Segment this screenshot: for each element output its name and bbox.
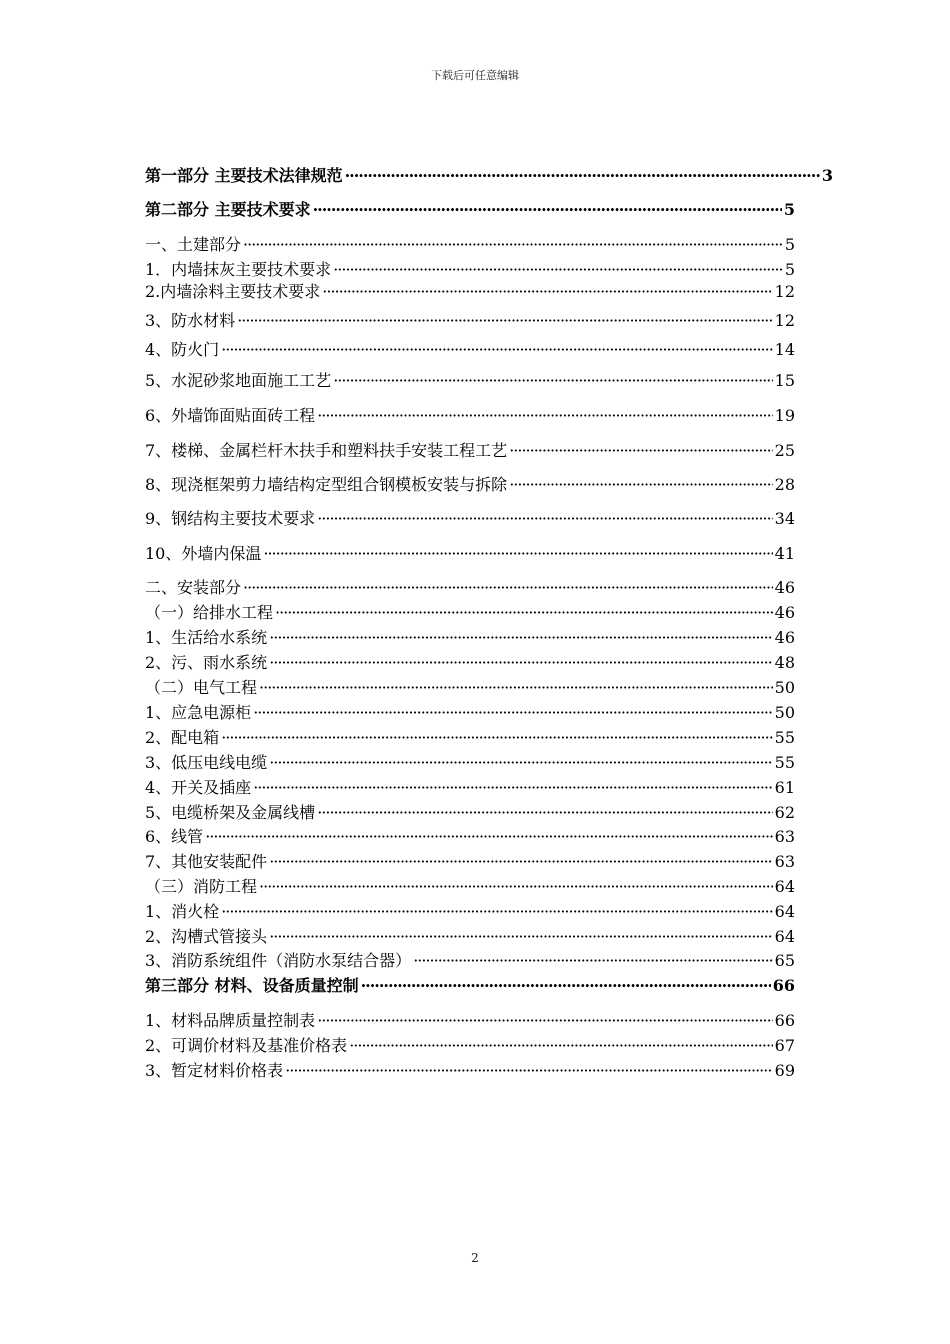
toc-entry xyxy=(145,852,795,872)
toc-entry-title: 第三部分 材料、设备质量控制 xyxy=(145,976,359,995)
toc-entry-page-number: 12 xyxy=(774,311,795,330)
toc-entry-page-number: 69 xyxy=(774,1061,795,1080)
toc-entry xyxy=(145,441,795,461)
toc-leader-dots xyxy=(313,200,782,220)
toc-entry-page-number: 55 xyxy=(774,728,795,747)
toc-entry-title: 8、现浇框架剪力墙结构定型组合钢模板安装与拆除 xyxy=(145,475,508,494)
toc-entry-title: 1、应急电源柜 xyxy=(145,703,252,722)
toc-leader-dots xyxy=(243,235,783,255)
toc-entry xyxy=(145,877,795,897)
toc-entry xyxy=(145,678,795,698)
toc-entry xyxy=(145,260,795,280)
toc-entry-page-number: 66 xyxy=(774,1011,795,1030)
toc-leader-dots xyxy=(259,877,773,897)
toc-entry-page-number: 55 xyxy=(774,753,795,772)
toc-leader-dots xyxy=(413,951,772,971)
toc-entry-title: 3、防水材料 xyxy=(145,311,236,330)
toc-entry-title: 2、可调价材料及基准价格表 xyxy=(145,1036,348,1055)
toc-entry-title: 1、生活给水系统 xyxy=(145,628,268,647)
toc-entry-title: 2、沟槽式管接头 xyxy=(145,927,268,946)
toc-entry-title: 3、暂定材料价格表 xyxy=(145,1061,284,1080)
toc-entry xyxy=(145,827,795,847)
toc-entry-title: （一）给排水工程 xyxy=(145,603,274,622)
toc-entry-page-number: 63 xyxy=(774,852,795,871)
toc-entry xyxy=(145,951,795,971)
toc-entry xyxy=(145,902,795,922)
toc-leader-dots xyxy=(345,166,820,186)
toc-entry-title: 7、楼梯、金属栏杆木扶手和塑料扶手安装工程工艺 xyxy=(145,441,508,460)
toc-entry xyxy=(145,628,795,648)
toc-leader-dots xyxy=(285,1061,772,1081)
toc-entry-title: 2.内墙涂料主要技术要求 xyxy=(145,282,321,301)
toc-entry xyxy=(145,1061,795,1081)
toc-entry-title: 第一部分 主要技术法律规范 xyxy=(145,166,343,185)
toc-entry-title: 4、防火门 xyxy=(145,340,220,359)
toc-entry-title: 1．内墙抹灰主要技术要求 xyxy=(145,260,332,279)
toc-entry xyxy=(145,475,795,495)
toc-entry xyxy=(145,544,795,564)
toc-entry xyxy=(145,927,795,947)
toc-leader-dots xyxy=(275,603,773,623)
toc-entry-page-number: 14 xyxy=(774,340,795,359)
toc-entry xyxy=(145,803,795,823)
toc-entry-title: 7、其他安装配件 xyxy=(145,852,268,871)
toc-entry-page-number: 12 xyxy=(774,282,795,301)
toc-entry-page-number: 46 xyxy=(774,578,795,597)
toc-leader-dots xyxy=(253,703,772,723)
toc-entry-page-number: 50 xyxy=(774,678,795,697)
toc-entry xyxy=(145,703,795,723)
toc-entry-title: 5、电缆桥架及金属线槽 xyxy=(145,803,316,822)
toc-entry xyxy=(145,406,795,426)
toc-entry-page-number: 46 xyxy=(774,628,795,647)
toc-entry-page-number: 64 xyxy=(774,877,795,896)
toc-entry-title: 2、污、雨水系统 xyxy=(145,653,268,672)
toc-entry-page-number: 48 xyxy=(774,653,795,672)
toc-entry-title: 1、消火栓 xyxy=(145,902,220,921)
page-number: 2 xyxy=(471,1251,479,1265)
toc-leader-dots xyxy=(253,778,772,798)
toc-entry-page-number: 41 xyxy=(774,544,795,563)
toc-entry xyxy=(145,753,795,773)
toc-leader-dots xyxy=(269,753,772,773)
toc-entry-title: 1、材料品牌质量控制表 xyxy=(145,1011,316,1030)
toc-entry-page-number: 64 xyxy=(774,927,795,946)
toc-leader-dots xyxy=(317,406,772,426)
toc-entry-title: 6、外墙饰面贴面砖工程 xyxy=(145,406,316,425)
page-header: 下载后可任意编辑 xyxy=(431,69,519,82)
toc-entry xyxy=(145,728,795,748)
toc-entry-title: 二、安装部分 xyxy=(145,578,242,597)
toc-leader-dots xyxy=(269,628,772,648)
toc-entry-title: 第二部分 主要技术要求 xyxy=(145,200,311,219)
toc-entry-title: 4、开关及插座 xyxy=(145,778,252,797)
toc-leader-dots xyxy=(221,902,772,922)
toc-entry xyxy=(145,166,833,186)
toc-entry-title: 3、低压电线电缆 xyxy=(145,753,268,772)
toc-leader-dots xyxy=(243,578,773,598)
toc-leader-dots xyxy=(269,653,772,673)
toc-leader-dots xyxy=(269,852,772,872)
toc-leader-dots xyxy=(237,311,772,331)
toc-entry-page-number: 66 xyxy=(772,976,795,995)
toc-entry-title: （三）消防工程 xyxy=(145,877,258,896)
toc-entry xyxy=(145,603,795,623)
toc-entry xyxy=(145,509,795,529)
toc-entry-title: 一、土建部分 xyxy=(145,235,242,254)
toc-entry-page-number: 63 xyxy=(774,827,795,846)
toc-leader-dots xyxy=(317,803,772,823)
toc-entry xyxy=(145,578,795,598)
toc-entry xyxy=(145,1036,795,1056)
toc-entry-page-number: 62 xyxy=(774,803,795,822)
toc-entry-page-number: 67 xyxy=(774,1036,795,1055)
toc-leader-dots xyxy=(317,1011,772,1031)
toc-entry xyxy=(145,311,795,331)
toc-leader-dots xyxy=(263,544,772,564)
toc-leader-dots xyxy=(333,260,783,280)
toc-entry xyxy=(145,653,795,673)
toc-entry-title: 10、外墙内保温 xyxy=(145,544,262,563)
toc-entry-page-number: 19 xyxy=(774,406,795,425)
toc-entry-page-number: 46 xyxy=(774,603,795,622)
toc-entry-page-number: 65 xyxy=(774,951,795,970)
toc-leader-dots xyxy=(322,282,772,302)
toc-entry-page-number: 5 xyxy=(784,235,795,254)
toc-leader-dots xyxy=(269,927,772,947)
toc-entry-title: 9、钢结构主要技术要求 xyxy=(145,509,316,528)
toc-entry-page-number: 5 xyxy=(783,200,795,219)
toc-entry-page-number: 50 xyxy=(774,703,795,722)
toc-entry-page-number: 28 xyxy=(774,475,795,494)
toc-entry-page-number: 15 xyxy=(774,371,795,390)
toc-entry xyxy=(145,200,795,220)
toc-entry-title: （二）电气工程 xyxy=(145,678,258,697)
toc-entry xyxy=(145,371,795,391)
toc-entry-title: 3、消防系统组件（消防水泵结合器） xyxy=(145,951,412,970)
toc-leader-dots xyxy=(205,827,772,847)
toc-entry xyxy=(145,235,795,255)
toc-entry-page-number: 3 xyxy=(821,166,833,185)
toc-leader-dots xyxy=(509,441,772,461)
toc-leader-dots xyxy=(361,976,771,996)
toc-entry-page-number: 34 xyxy=(774,509,795,528)
toc-entry-title: 5、水泥砂浆地面施工工艺 xyxy=(145,371,332,390)
toc-entry xyxy=(145,340,795,360)
toc-entry-page-number: 64 xyxy=(774,902,795,921)
toc-entry xyxy=(145,1011,795,1031)
toc-entry xyxy=(145,976,795,996)
toc-leader-dots xyxy=(333,371,772,391)
toc-entry-page-number: 25 xyxy=(774,441,795,460)
toc-leader-dots xyxy=(221,728,772,748)
toc-entry xyxy=(145,282,795,302)
toc-leader-dots xyxy=(259,678,773,698)
toc-leader-dots xyxy=(221,340,772,360)
toc-entry-title: 6、线管 xyxy=(145,827,204,846)
toc-leader-dots xyxy=(509,475,772,495)
toc-leader-dots xyxy=(317,509,772,529)
toc-entry-title: 2、配电箱 xyxy=(145,728,220,747)
toc-entry-page-number: 61 xyxy=(774,778,795,797)
toc-leader-dots xyxy=(349,1036,772,1056)
toc-entry xyxy=(145,778,795,798)
toc-entry-page-number: 5 xyxy=(784,260,795,279)
